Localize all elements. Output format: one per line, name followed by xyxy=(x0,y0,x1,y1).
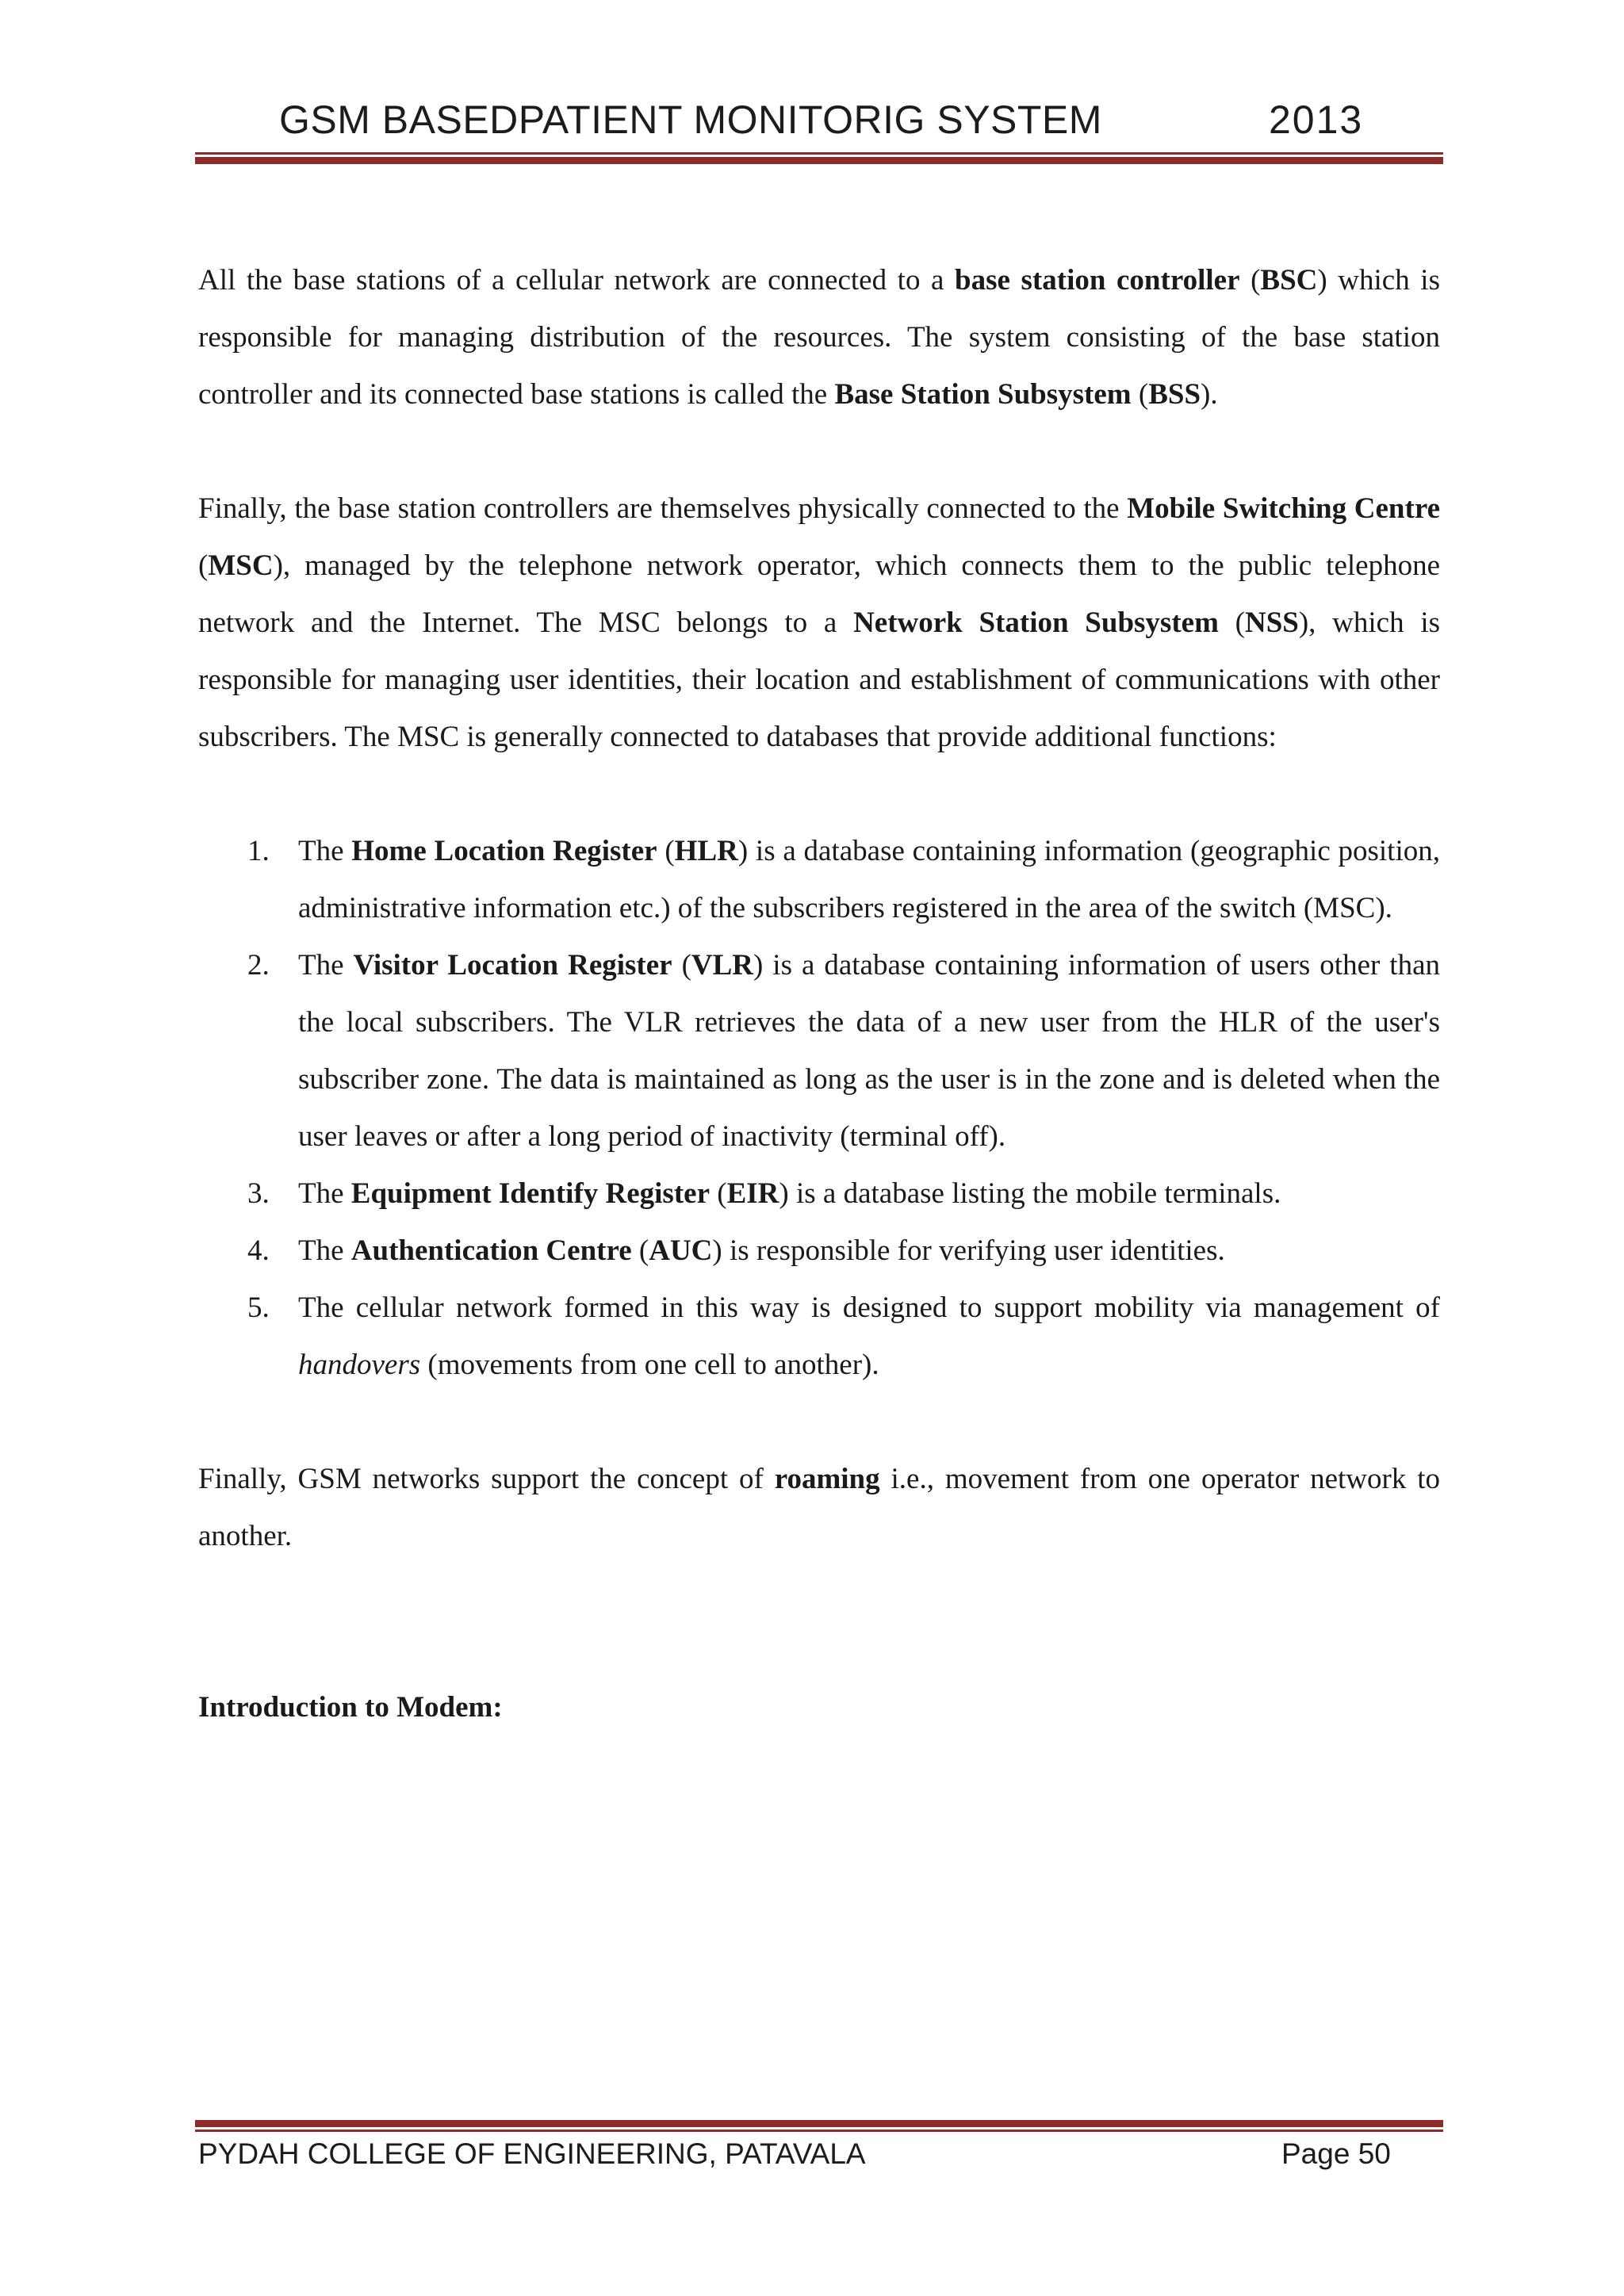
footer-college: PYDAH COLLEGE OF ENGINEERING, PATAVALA xyxy=(198,2137,866,2170)
list-item-number: 1. xyxy=(247,835,270,867)
section-heading: Introduction to Modem: xyxy=(198,1691,503,1724)
header-rule-thick xyxy=(195,157,1443,164)
page-number: Page 50 xyxy=(1281,2137,1391,2170)
list-item-number: 3. xyxy=(247,1177,270,1210)
list-item-number: 5. xyxy=(247,1292,270,1324)
list-item-number: 4. xyxy=(247,1234,270,1267)
footer-rule-thick xyxy=(195,2120,1443,2127)
database-list xyxy=(198,823,1440,1394)
paragraph-msc: Finally, the base station controllers are themselves physically connected to the Mobile Switching Centre (MSC), managed by the telephone network operator, which connects them to the public telephone network and the Internet. The MSC belongs to a Network Station Subsystem (NSS), which is responsible for managing user identities, their location and establishment of communications with other subscribers. The MSC is generally connected to databases that provide additional functions: xyxy=(198,492,1440,753)
document-body xyxy=(198,252,1440,1736)
list-item: 1. The Home Location Register (HLR) is a database containing information (geographic position, administrative information etc.) of the subscribers registered in the area of the switch (MSC). xyxy=(198,823,1440,937)
footer-rule-thin xyxy=(195,2130,1443,2132)
paragraph-bss: All the base stations of a cellular network are connected to a base station controller (BSC) which is responsible for managing distribution of the resources. The system consisting of the base station controller and its connected base stations is called the Base Station Subsystem (BSS). xyxy=(198,264,1440,411)
list-item: 4. The Authentication Centre (AUC) is responsible for verifying user identities. xyxy=(198,1223,1440,1280)
list-item: 3. The Equipment Identify Register (EIR) is a database listing the mobile terminals. xyxy=(198,1165,1440,1223)
list-item: 2. The Visitor Location Register (VLR) is a database containing information of users other than the local subscribers. The VLR retrieves the data of a new user from the HLR of the user's subscriber zone. The data is maintained as long as the user is in the zone and is deleted when the user leaves or after a long period of inactivity (terminal off). xyxy=(198,937,1440,1165)
header-rule-thin xyxy=(195,152,1443,155)
header-title: GSM BASEDPATIENT MONITORIG SYSTEM xyxy=(279,98,1102,142)
list-item-number: 2. xyxy=(247,949,270,982)
header-year: 2013 xyxy=(1269,98,1364,142)
list-item: 5. The cellular network formed in this way is designed to support mobility via management of handovers (movements from one cell to another). xyxy=(198,1280,1440,1394)
paragraph-roaming: Finally, GSM networks support the concept of roaming i.e., movement from one operator network to another. xyxy=(198,1463,1440,1552)
